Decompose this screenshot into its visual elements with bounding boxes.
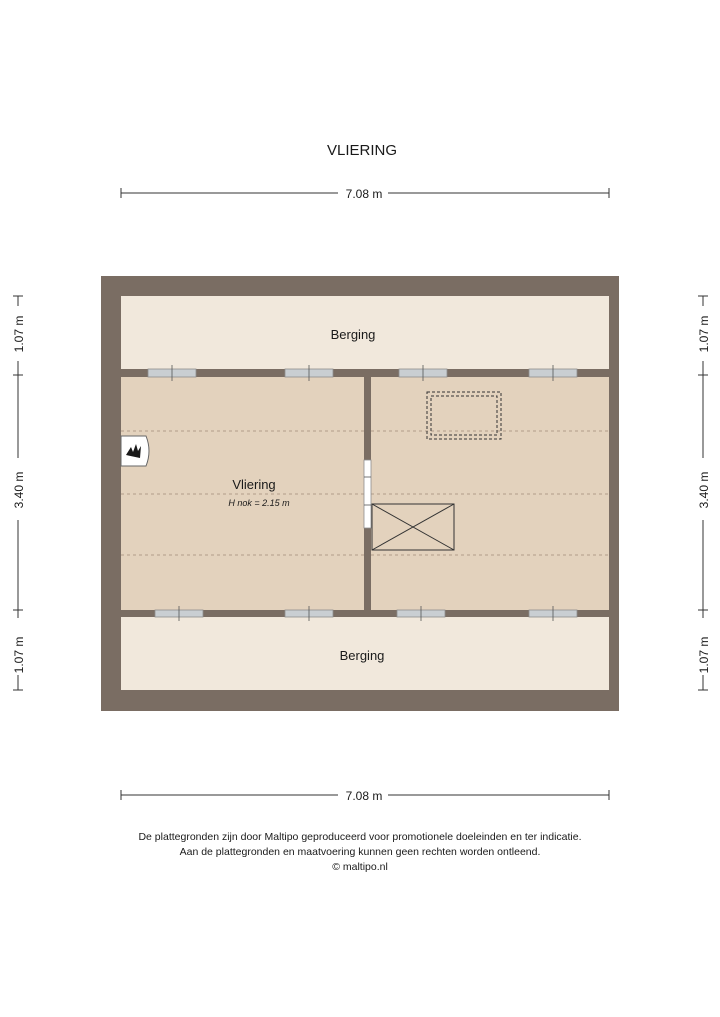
- disclaimer-line-3: © maltipo.nl: [332, 861, 388, 873]
- dimension-left-middle-label: 3.40 m: [12, 471, 26, 509]
- dimension-right-top-label: 1.07 m: [697, 315, 711, 353]
- dimension-left-top-label: 1.07 m: [12, 315, 26, 353]
- room-vliering-right: [371, 377, 609, 610]
- dimension-right-middle-label: 3.40 m: [697, 471, 711, 509]
- partition-door: [364, 460, 371, 528]
- room-label-berging-bottom: Berging: [339, 648, 385, 663]
- dimension-top-label: 7.08 m: [345, 187, 383, 201]
- disclaimer-line-1: De plattegronden zijn door Maltipo geproduceerd voor promotionele doeleinden en ter indicatie.: [138, 831, 582, 843]
- room-label-berging-top: Berging: [330, 327, 376, 342]
- dimension-bottom-label: 7.08 m: [345, 789, 383, 803]
- boiler-icon: [121, 436, 149, 466]
- room-height-label: H nok = 2.15 m: [228, 498, 290, 508]
- dimension-left-bottom-label: 1.07 m: [12, 636, 26, 674]
- dimension-right-bottom-label: 1.07 m: [697, 636, 711, 674]
- plan-title: VLIERING: [326, 142, 398, 159]
- room-vliering-left: [121, 377, 364, 610]
- room-label-vliering: Vliering: [232, 477, 276, 492]
- disclaimer-line-2: Aan de plattegronden en maatvoering kunnen geen rechten worden ontleend.: [179, 846, 541, 858]
- disclaimer: [0, 830, 720, 875]
